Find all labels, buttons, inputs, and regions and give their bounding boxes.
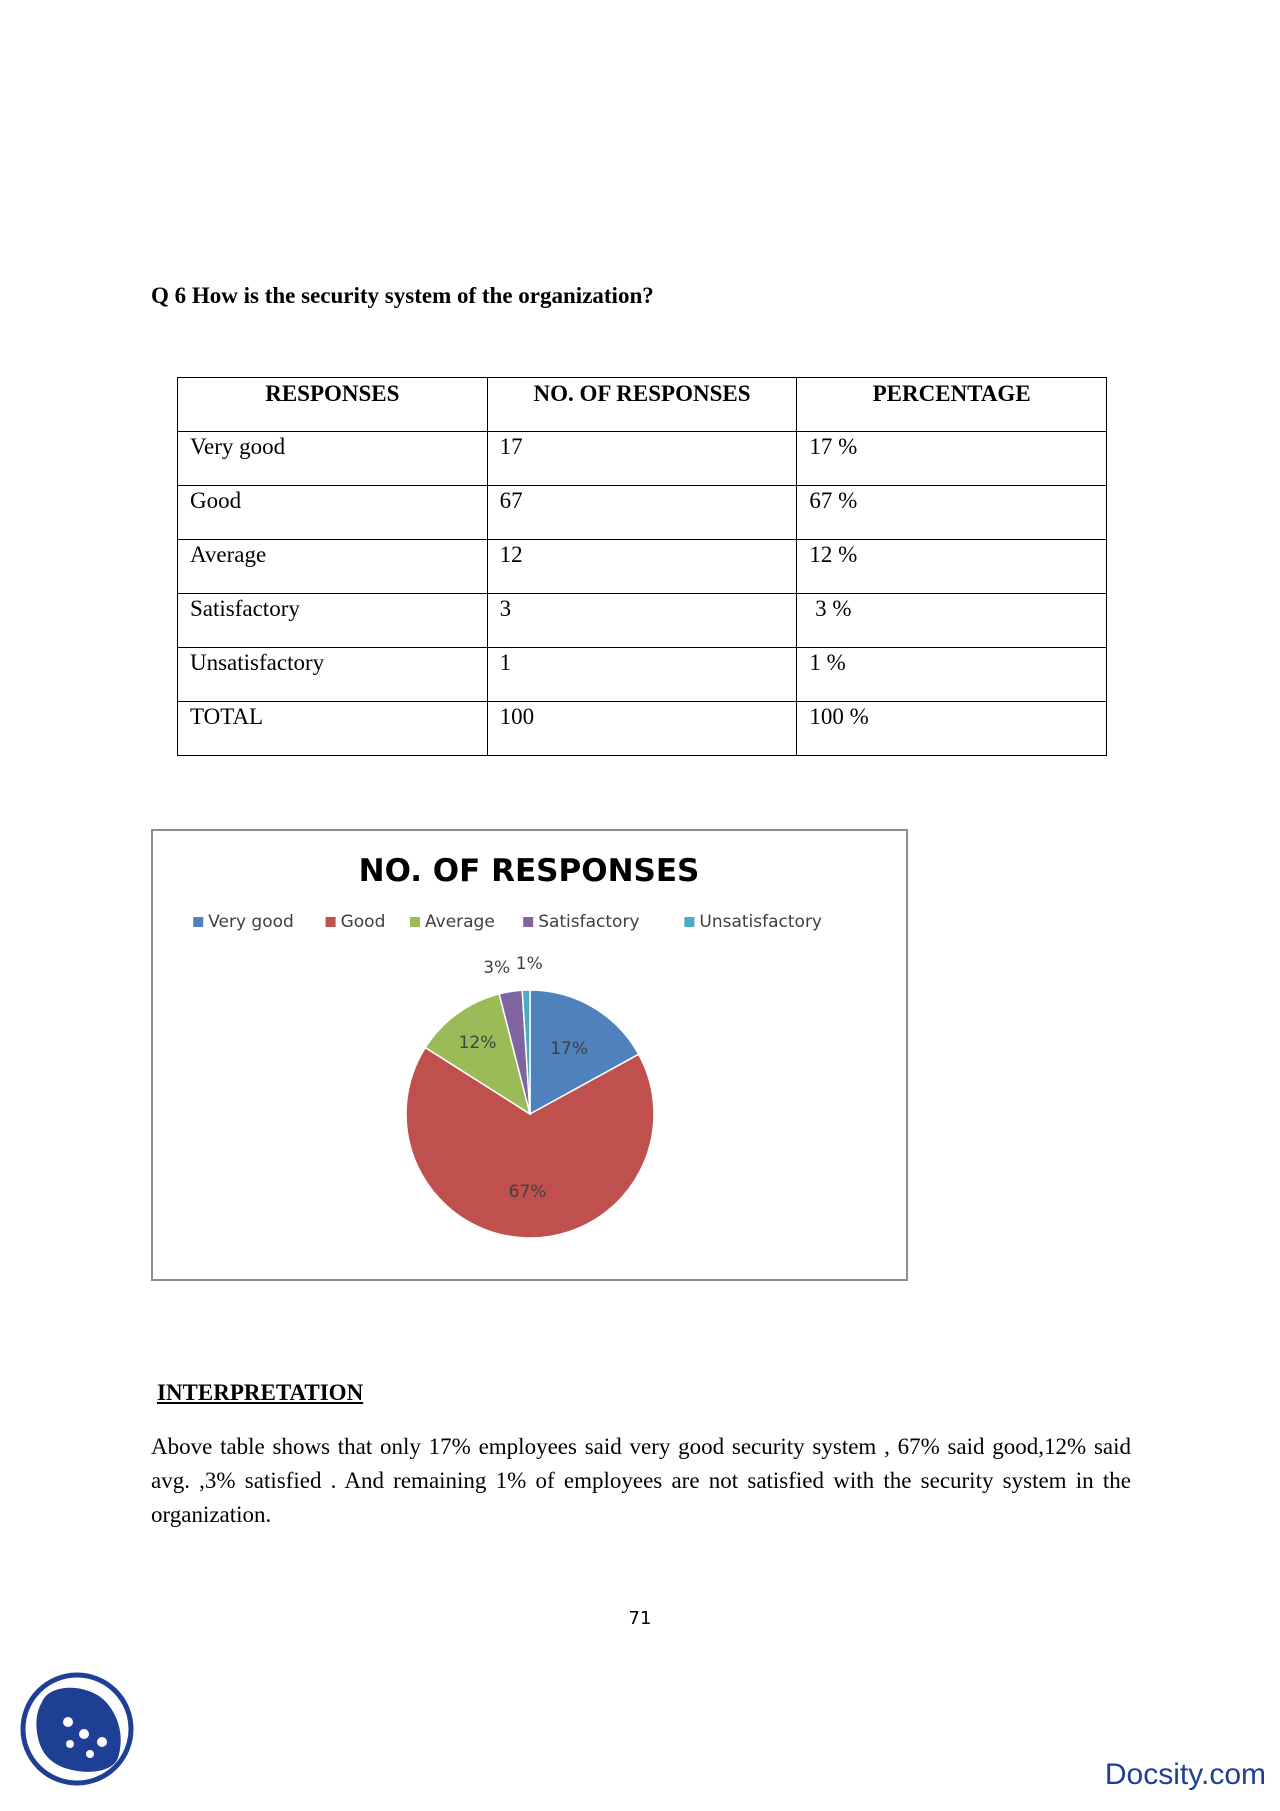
cell-percentage: 12 % — [797, 540, 1107, 594]
cell-response: TOTAL — [178, 702, 488, 756]
legend-swatch-good — [326, 917, 336, 927]
cell-percentage: 100 % — [797, 702, 1107, 756]
legend-label-satisfactory: Satisfactory — [538, 912, 640, 932]
table-header-row — [178, 378, 1107, 432]
table-row — [178, 594, 1107, 648]
legend-label-very-good: Very good — [208, 912, 294, 932]
legend-label-unsatisfactory: Unsatisfactory — [699, 912, 823, 932]
page-number: 71 — [628, 1608, 652, 1629]
cell-percentage: 17 % — [797, 432, 1107, 486]
cell-response: Satisfactory — [178, 594, 488, 648]
data-label-average: 12% — [458, 1032, 497, 1053]
cell-count: 1 — [487, 648, 797, 702]
cell-count: 17 — [487, 432, 797, 486]
header-percentage: PERCENTAGE — [797, 378, 1107, 432]
cell-count: 67 — [487, 486, 797, 540]
legend-swatch-satisfactory — [523, 917, 533, 927]
interpretation-body: Above table shows that only 17% employees said very good security system , 67% said good,12% said avg. ,3% satisfied . And remaining 1% of employees are not satisfied with the security system in the organization. — [151, 1434, 1131, 1527]
brand-watermark: Docsity.com — [1104, 1758, 1266, 1791]
legend-swatch-very-good — [193, 917, 203, 927]
question-heading: Q 6 How is the security system of the organization? — [151, 283, 654, 308]
chart-title: NO. OF RESPONSES — [358, 853, 700, 889]
cell-percentage: 3 % — [797, 594, 1107, 648]
docsity-logo-icon — [20, 1672, 135, 1787]
pie-chart-container — [151, 829, 908, 1281]
cell-count: 3 — [487, 594, 797, 648]
cell-response: Unsatisfactory — [178, 648, 488, 702]
table-row — [178, 432, 1107, 486]
pie-chart — [153, 831, 906, 1279]
data-label-satisfactory: 3% — [483, 958, 511, 979]
cell-response: Average — [178, 540, 488, 594]
cell-percentage: 1 % — [797, 648, 1107, 702]
cell-count: 12 — [487, 540, 797, 594]
legend-swatch-average — [410, 917, 420, 927]
table-row — [178, 540, 1107, 594]
data-label-good: 67% — [508, 1181, 547, 1202]
legend-label-good: Good — [340, 912, 386, 932]
data-label-unsatisfactory: 1% — [515, 953, 543, 974]
cell-percentage: 67 % — [797, 486, 1107, 540]
cell-response: Very good — [178, 432, 488, 486]
chart-legend — [193, 912, 822, 932]
data-label-very-good: 17% — [550, 1038, 589, 1059]
responses-table — [177, 377, 1107, 756]
table-row — [178, 486, 1107, 540]
cell-response: Good — [178, 486, 488, 540]
cell-count: 100 — [487, 702, 797, 756]
header-responses: RESPONSES — [178, 378, 488, 432]
table-row-total — [178, 702, 1107, 756]
interpretation-title: INTERPRETATION — [157, 1380, 364, 1405]
legend-label-average: Average — [425, 912, 495, 932]
header-no-of-responses: NO. OF RESPONSES — [487, 378, 797, 432]
table-row — [178, 648, 1107, 702]
legend-swatch-unsatisfactory — [684, 917, 694, 927]
